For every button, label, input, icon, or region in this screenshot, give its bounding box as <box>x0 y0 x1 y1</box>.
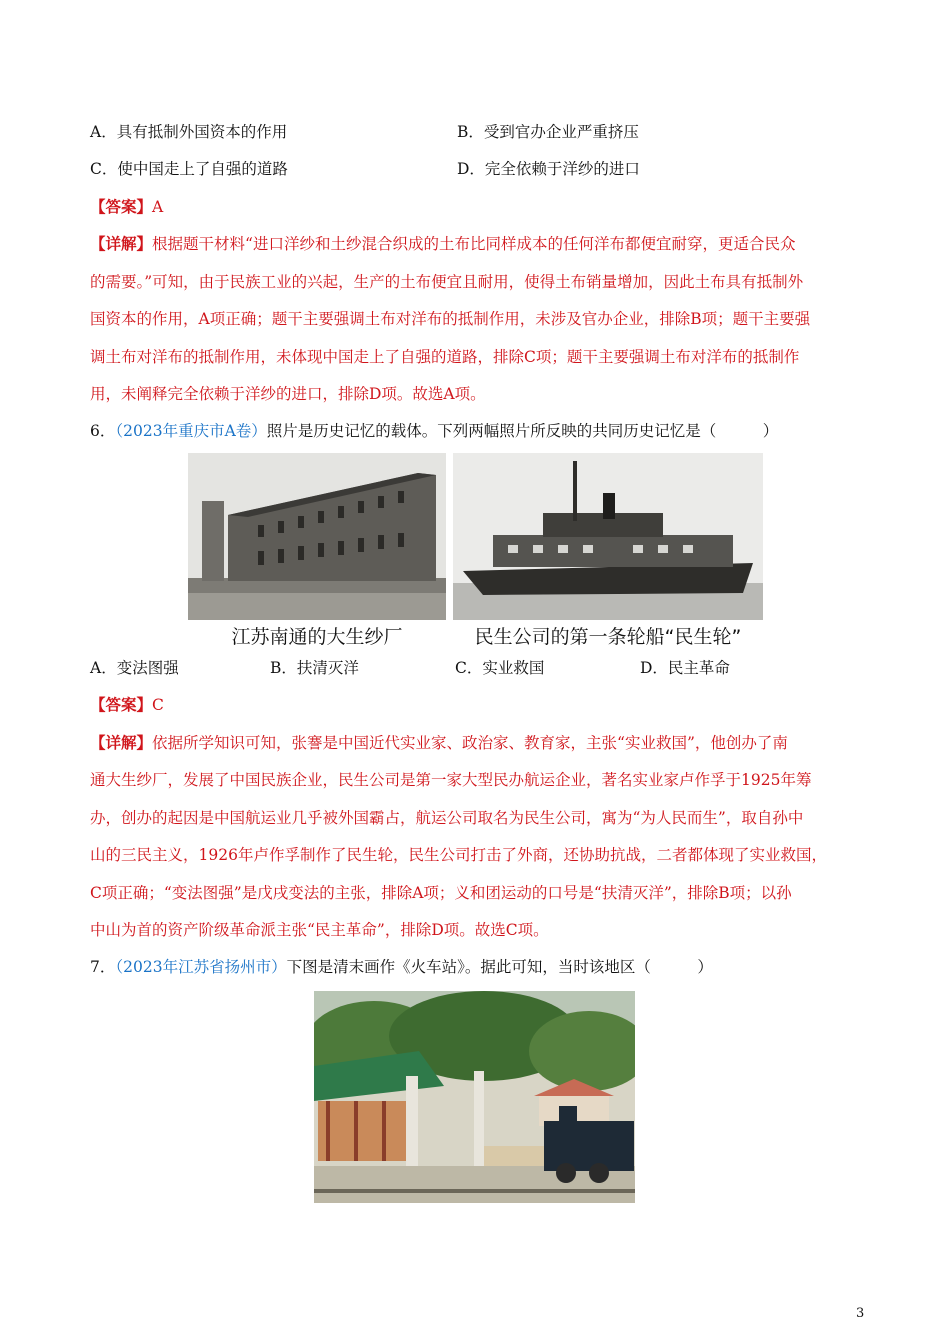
question-text: 下图是清末画作《火车站》。据此可知，当时该地区（ ） <box>286 958 713 976</box>
train-station-painting-image <box>314 991 635 1203</box>
q7-stem <box>90 957 713 977</box>
steamship-photo-image <box>453 453 763 620</box>
q6-option-a: A．变法图强 <box>90 659 179 677</box>
q6-explain-line-5: C项正确；“变法图强”是戊戌变法的主张，排除A项；义和团运动的口号是“扶清灭洋”，排除B项；以孙 <box>90 884 792 902</box>
factory-photo <box>188 453 446 620</box>
question-text: 照片是历史记忆的载体。下列两幅照片所反映的共同历史记忆是（ ） <box>266 422 779 440</box>
steamship-photo <box>453 453 763 620</box>
q5-explain-line-2: 的需要。”可知，由于民族工业的兴起，生产的土布便宜且耐用，使得土布销量增加，因此土布具有抵制外 <box>90 273 804 291</box>
answer-tag: 【答案】 <box>90 197 153 216</box>
question-number: 6． <box>90 422 116 440</box>
q6-answer <box>90 695 164 715</box>
factory-caption: 江苏南通的大生纱厂 <box>231 626 403 648</box>
steamship-caption: 民生公司的第一条轮船“民生轮” <box>474 626 742 648</box>
answer-value: C <box>152 696 164 714</box>
q6-explain-line-3: 办，创办的起因是中国航运业几乎被外国霸占，航运公司取名为民生公司，寓为“为人民而生”，取自孙中 <box>90 809 804 827</box>
q5-option-a: A．具有抵制外国资本的作用 <box>90 123 288 141</box>
q6-explain-line-2: 通大生纱厂，发展了中国民族企业，民生公司是第一家大型民办航运企业，著名实业家卢作孚于1925年筹 <box>90 771 812 789</box>
question-source: （2023年江苏省扬州市） <box>115 958 287 976</box>
answer-value: A <box>152 198 164 216</box>
question-source: （2023年重庆市A卷） <box>115 422 267 440</box>
q5-explain-line-5: 用，未阐释完全依赖于洋纱的进口，排除D项。故选A项。 <box>90 385 486 403</box>
q5-explain-line-1 <box>90 234 795 254</box>
q6-explain-line-1 <box>90 733 788 753</box>
q6-explain-line-6: 中山为首的资产阶级革命派主张“民主革命”，排除D项。故选C项。 <box>90 921 549 939</box>
page-number: 3 <box>856 1306 865 1321</box>
explain-tag: 【详解】 <box>90 733 153 752</box>
q5-explain-line-3: 国资本的作用，A项正确；题干主要强调土布对洋布的抵制作用，未涉及官办企业，排除B项；题干主要强 <box>90 310 811 328</box>
explain-text: 依据所学知识可知，张謇是中国近代实业家、政治家、教育家，主张“实业救国”，他创办了南 <box>152 734 788 752</box>
question-number: 7． <box>90 958 116 976</box>
q5-answer <box>90 197 163 217</box>
explain-text: 根据题干材料“进口洋纱和土纱混合织成的土布比同样成本的任何洋布都便宜耐穿，更适合民众 <box>152 235 796 253</box>
factory-photo-image <box>188 453 446 620</box>
q5-explain-line-4: 调土布对洋布的抵制作用，未体现中国走上了自强的道路，排除C项；题干主要强调土布对洋布的抵制作 <box>90 348 800 366</box>
q5-option-d: D．完全依赖于洋纱的进口 <box>457 160 640 178</box>
q6-stem <box>90 421 778 441</box>
train-station-painting <box>314 991 635 1203</box>
q6-option-c: C．实业救国 <box>455 659 545 677</box>
q6-option-d: D．民主革命 <box>640 659 730 677</box>
q5-option-c: C．使中国走上了自强的道路 <box>90 160 288 178</box>
q6-option-b: B．扶清灭洋 <box>270 659 359 677</box>
answer-tag: 【答案】 <box>90 695 153 714</box>
explain-tag: 【详解】 <box>90 234 153 253</box>
q6-explain-line-4: 山的三民主义，1926年卢作孚制作了民生轮，民生公司打击了外商，还协助抗战，二者都体现了实业救国， <box>90 846 827 864</box>
q5-option-b: B．受到官办企业严重挤压 <box>457 123 639 141</box>
